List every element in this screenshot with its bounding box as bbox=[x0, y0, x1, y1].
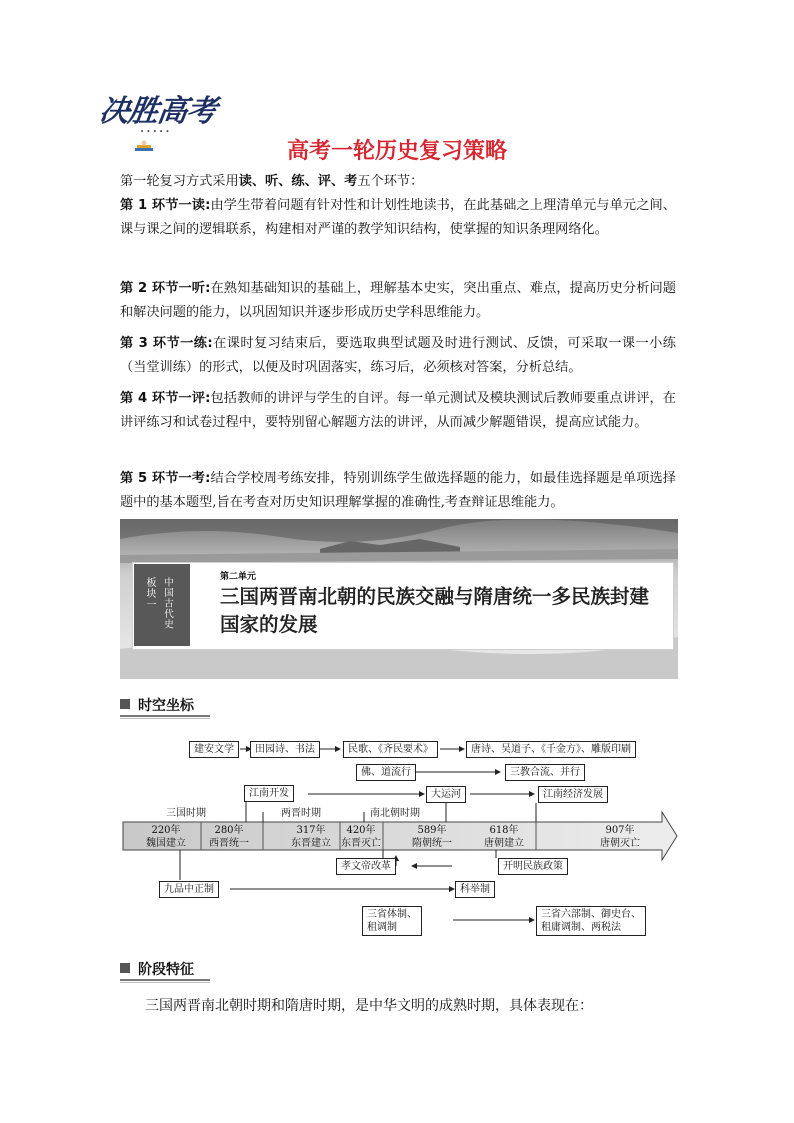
step-paragraph-4: 第 4 环节一评:包括教师的讲评与学生的自评。每一单元测试及模块测试后教师要重点讲评，在讲评练习和试卷过程中，要特别留心解题方法的讲评，从而减少解题错误，提高应试能力。 bbox=[120, 391, 676, 430]
period-label: 三国时期 bbox=[166, 808, 206, 819]
timeline-box-ethnic-policy: 开明民族政策 bbox=[498, 858, 568, 875]
section-title: 阶段特征 bbox=[138, 962, 194, 978]
banner-side-label-1: 板块一 bbox=[144, 577, 155, 610]
period-label: 南北朝时期 bbox=[370, 808, 420, 819]
timeline-box-imperial-exam: 科举制 bbox=[455, 881, 495, 898]
timeline-box-six-ministries bbox=[536, 906, 646, 936]
banner-side-label-2: 中国古代史 bbox=[162, 577, 173, 630]
tick-event: 隋朝统一 bbox=[412, 838, 452, 849]
step-paragraph-1: 第 1 环节一读:由学生带着问题有针对性和计划性地读书，在此基础之上理清单元与单元之间、课与课之间的逻辑联系，构建相对严谨的教学知识结构，使掌握的知识条理网络化。 bbox=[120, 198, 676, 237]
timeline-box-jiangnan-econ: 江南经济发展 bbox=[538, 786, 608, 803]
intro-paragraph: 第一轮复习方式采用读、听、练、评、考五个环节： bbox=[120, 174, 424, 189]
divider bbox=[120, 979, 210, 981]
features-intro: 三国两晋南北朝时期和隋唐时期，是中华文明的成熟时期，具体表现在： bbox=[145, 998, 593, 1014]
timeline-box-poetry: 田园诗、书法 bbox=[250, 741, 320, 758]
square-icon bbox=[120, 963, 130, 973]
section-title: 时空坐标 bbox=[138, 698, 194, 714]
box-line: 租庸调制、两税法 bbox=[541, 922, 621, 933]
box-line: 租调制 bbox=[367, 922, 397, 933]
logo-text: 决胜高考 bbox=[97, 94, 218, 129]
tick-year: 589年 bbox=[417, 825, 447, 836]
period-label: 两晋时期 bbox=[281, 808, 321, 819]
step-paragraph-2: 第 2 环节一听:在熟知基础知识的基础上，理解基本史实，突出重点、难点，提高历史分析问题和解决问题的能力，以巩固知识并逐步形成历史学科思维能力。 bbox=[120, 281, 676, 320]
timeline-box-folk-songs: 民歌、《齐民要术》 bbox=[343, 741, 438, 758]
tick-event: 西晋统一 bbox=[209, 838, 249, 849]
tick-year: 317年 bbox=[296, 825, 326, 836]
tick-event: 魏国建立 bbox=[146, 838, 186, 849]
tick-event: 东晋灭亡 bbox=[341, 838, 381, 849]
unit-title: 三国两晋南北朝的民族交融与隋唐统一多民族封建国家的发展 bbox=[220, 585, 650, 636]
tick-event: 唐朝建立 bbox=[484, 838, 524, 849]
timeline-box-jianan: 建安文学 bbox=[189, 741, 239, 758]
timeline-box-buddhism: 佛、道流行 bbox=[356, 764, 416, 781]
tick-year: 420年 bbox=[346, 825, 376, 836]
box-line: 三省体制、 bbox=[367, 909, 417, 920]
timeline-box-xiaowen-reform: 孝文帝改革 bbox=[336, 858, 396, 875]
tick-event: 唐朝灭亡 bbox=[600, 838, 640, 849]
box-line: 三省六部制、御史台、 bbox=[541, 909, 641, 920]
unit-label: 第二单元 bbox=[220, 572, 257, 582]
timeline-box-jiangnan: 江南开发 bbox=[244, 785, 294, 802]
logo-subtext: • • • • • bbox=[140, 128, 170, 136]
timeline-box-three-departments bbox=[362, 906, 422, 936]
timeline-box-three-teachings: 三教合流、并行 bbox=[505, 764, 585, 781]
tick-event: 东晋建立 bbox=[291, 838, 331, 849]
document-title: 高考一轮历史复习策略 bbox=[286, 139, 507, 164]
tick-year: 280年 bbox=[214, 825, 244, 836]
divider bbox=[120, 982, 210, 983]
tick-year: 220年 bbox=[151, 825, 181, 836]
section-header-features bbox=[120, 959, 210, 979]
timeline-box-tang-culture: 唐诗、吴道子、《千金方》、雕版印刷 bbox=[466, 741, 636, 758]
tick-year: 618年 bbox=[489, 825, 519, 836]
timeline-box-grand-canal: 大运河 bbox=[426, 786, 466, 803]
step-paragraph-5: 第 5 环节一考:结合学校周考练安排，特别训练学生做选择题的能力，如最佳选择题是单项选择题中的基本题型,旨在考查对历史知识理解掌握的准确性,考查辩证思维能力。 bbox=[120, 471, 676, 510]
step-paragraph-3: 第 3 环节一练:在课时复习结束后，要选取典型试题及时进行测试、反馈，可采取一课一小练（当堂训练）的形式，以便及时巩固落实，练习后，必须核对答案，分析总结。 bbox=[120, 336, 676, 375]
timeline-box-nine-rank: 九品中正制 bbox=[159, 881, 219, 898]
tick-year: 907年 bbox=[605, 825, 635, 836]
